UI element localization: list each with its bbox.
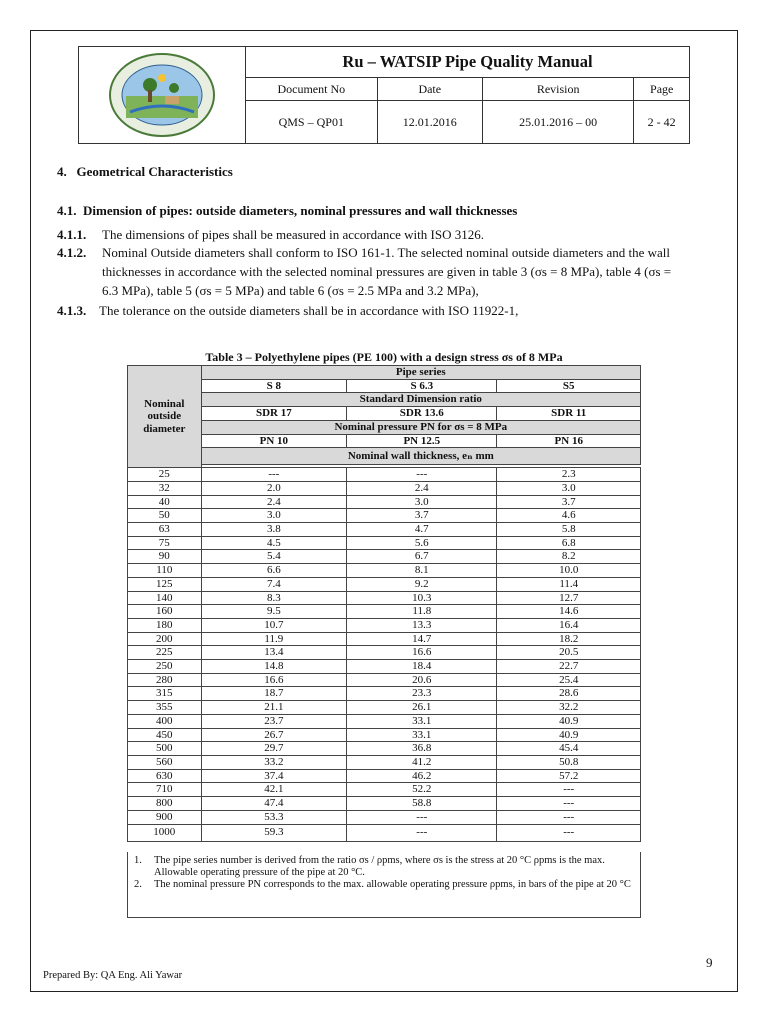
sdr-17: SDR 17 xyxy=(201,407,346,421)
s6-3-wall-cell: 23.3 xyxy=(347,687,497,701)
diameter-cell: 225 xyxy=(128,646,202,660)
table-row xyxy=(128,797,641,811)
s8-wall-cell: 18.7 xyxy=(201,687,346,701)
note-number: 2. xyxy=(134,879,142,890)
s5-wall-cell: 3.7 xyxy=(497,495,641,509)
s5-wall-cell: --- xyxy=(497,824,641,841)
nominal-diameter-header xyxy=(128,366,202,468)
s6-3-wall-cell: 11.8 xyxy=(347,605,497,619)
table-row xyxy=(128,509,641,523)
s8-wall-cell: 3.0 xyxy=(201,509,346,523)
s5-wall-cell: 20.5 xyxy=(497,646,641,660)
diameter-cell: 800 xyxy=(128,797,202,811)
table-row xyxy=(128,673,641,687)
table-row xyxy=(128,824,641,841)
s6-3-wall-cell: 33.1 xyxy=(347,728,497,742)
table-row xyxy=(128,618,641,632)
table-row xyxy=(128,550,641,564)
s6-3-wall-cell: 41.2 xyxy=(347,755,497,769)
s6-3-wall-cell: 6.7 xyxy=(347,550,497,564)
date-label: Date xyxy=(377,78,482,101)
s6-3-wall-cell: 9.2 xyxy=(347,577,497,591)
pipe-dimensions-table xyxy=(127,365,641,842)
section-heading xyxy=(57,162,233,181)
s5-wall-cell: 2.3 xyxy=(497,468,641,482)
s8-wall-cell: 29.7 xyxy=(201,742,346,756)
s6-3-wall-cell: 18.4 xyxy=(347,660,497,674)
paragraph-4-1-2 xyxy=(57,243,717,300)
s5-wall-cell: 3.0 xyxy=(497,481,641,495)
date-value: 12.01.2016 xyxy=(377,101,482,144)
s5-wall-cell: 40.9 xyxy=(497,714,641,728)
s8-wall-cell: 47.4 xyxy=(201,797,346,811)
nominal-diameter-line: diameter xyxy=(143,422,186,435)
s5-wall-cell: 11.4 xyxy=(497,577,641,591)
s6-3-wall-cell: 16.6 xyxy=(347,646,497,660)
s5-wall-cell: 5.8 xyxy=(497,523,641,537)
note-number: 1. xyxy=(134,855,142,866)
s8-wall-cell: 59.3 xyxy=(201,824,346,841)
diameter-cell: 125 xyxy=(128,577,202,591)
s5-wall-cell: 28.6 xyxy=(497,687,641,701)
s8-wall-cell: 5.4 xyxy=(201,550,346,564)
document-header xyxy=(78,46,690,144)
revision-label: Revision xyxy=(482,78,633,101)
note-1 xyxy=(134,855,634,879)
s5-wall-cell: 6.8 xyxy=(497,536,641,550)
paragraph-number: 4.1.1. xyxy=(57,227,87,242)
wall-thickness-header: Nominal wall thickness, eₙ mm xyxy=(201,448,640,465)
s5-wall-cell: 16.4 xyxy=(497,618,641,632)
pn-10: PN 10 xyxy=(201,434,346,448)
pipe-series-header: Pipe series xyxy=(201,366,640,380)
diameter-cell: 560 xyxy=(128,755,202,769)
s6-3-wall-cell: --- xyxy=(347,824,497,841)
subsection-title: Dimension of pipes: outside diameters, nominal pressures and wall thicknesses xyxy=(83,203,518,218)
s6-3-wall-cell: 5.6 xyxy=(347,536,497,550)
table-row xyxy=(128,769,641,783)
sdr-header: Standard Dimension ratio xyxy=(201,393,640,407)
s8-wall-cell: 3.8 xyxy=(201,523,346,537)
nominal-diameter-line: Nominal xyxy=(144,397,185,410)
diameter-cell: 355 xyxy=(128,701,202,715)
pn-16: PN 16 xyxy=(497,434,641,448)
diameter-cell: 75 xyxy=(128,536,202,550)
diameter-cell: 90 xyxy=(128,550,202,564)
paragraph-text: The tolerance on the outside diameters shall be in accordance with ISO 11922-1, xyxy=(99,303,519,318)
s6-3-wall-cell: 8.1 xyxy=(347,564,497,578)
diameter-cell: 630 xyxy=(128,769,202,783)
pn-12-5: PN 12.5 xyxy=(347,434,497,448)
diameter-cell: 250 xyxy=(128,660,202,674)
s6-3-wall-cell: 46.2 xyxy=(347,769,497,783)
s8-wall-cell: 33.2 xyxy=(201,755,346,769)
diameter-cell: 710 xyxy=(128,783,202,797)
s5-wall-cell: 32.2 xyxy=(497,701,641,715)
table-row xyxy=(128,632,641,646)
table-row xyxy=(128,714,641,728)
s6-3-wall-cell: --- xyxy=(347,810,497,824)
s6-3-wall-cell: 3.7 xyxy=(347,509,497,523)
doc-no-value: QMS – QP01 xyxy=(246,101,378,144)
table-row xyxy=(128,468,641,482)
s6-3-wall-cell: 33.1 xyxy=(347,714,497,728)
diameter-cell: 315 xyxy=(128,687,202,701)
section-number: 4. xyxy=(57,164,67,179)
page-value: 2 - 42 xyxy=(634,101,690,144)
series-s6-3: S 6.3 xyxy=(347,379,497,393)
s5-wall-cell: 12.7 xyxy=(497,591,641,605)
subsection-number: 4.1. xyxy=(57,203,77,218)
table-row xyxy=(128,687,641,701)
s6-3-wall-cell: 10.3 xyxy=(347,591,497,605)
diameter-cell: 400 xyxy=(128,714,202,728)
sdr-13-6: SDR 13.6 xyxy=(347,407,497,421)
s5-wall-cell: 14.6 xyxy=(497,605,641,619)
logo-cell xyxy=(79,47,246,144)
s8-wall-cell: 8.3 xyxy=(201,591,346,605)
subsection-heading xyxy=(57,201,517,220)
s6-3-wall-cell: 3.0 xyxy=(347,495,497,509)
diameter-cell: 200 xyxy=(128,632,202,646)
s5-wall-cell: 45.4 xyxy=(497,742,641,756)
s8-wall-cell: 6.6 xyxy=(201,564,346,578)
s5-wall-cell: 25.4 xyxy=(497,673,641,687)
s6-3-wall-cell: 58.8 xyxy=(347,797,497,811)
s8-wall-cell: 21.1 xyxy=(201,701,346,715)
s6-3-wall-cell: 13.3 xyxy=(347,618,497,632)
series-s5: S5 xyxy=(497,379,641,393)
section-title: Geometrical Characteristics xyxy=(76,164,233,179)
diameter-cell: 50 xyxy=(128,509,202,523)
s5-wall-cell: 40.9 xyxy=(497,728,641,742)
table-row xyxy=(128,577,641,591)
table-row xyxy=(128,591,641,605)
s6-3-wall-cell: 26.1 xyxy=(347,701,497,715)
paragraph-text: The dimensions of pipes shall be measured in accordance with ISO 3126. xyxy=(102,227,484,242)
s8-wall-cell: --- xyxy=(201,468,346,482)
s5-wall-cell: --- xyxy=(497,810,641,824)
s8-wall-cell: 2.0 xyxy=(201,481,346,495)
s5-wall-cell: --- xyxy=(497,783,641,797)
s8-wall-cell: 14.8 xyxy=(201,660,346,674)
page-number: 9 xyxy=(706,955,713,970)
manual-title: Ru – WATSIP Pipe Quality Manual xyxy=(246,47,690,78)
s5-wall-cell: 10.0 xyxy=(497,564,641,578)
nominal-diameter-line: outside xyxy=(147,410,182,423)
organization-seal-icon xyxy=(108,52,216,138)
paragraph-text-line1: Nominal Outside diameters shall conform to ISO 161-1. The selected nominal outside diameters and the wall xyxy=(102,245,671,260)
diameter-cell: 450 xyxy=(128,728,202,742)
paragraph-4-1-3 xyxy=(57,301,518,320)
diameter-cell: 25 xyxy=(128,468,202,482)
s5-wall-cell: 18.2 xyxy=(497,632,641,646)
prepared-by: Prepared By: QA Eng. Ali Yawar xyxy=(43,970,183,981)
s8-wall-cell: 23.7 xyxy=(201,714,346,728)
note-text: The nominal pressure PN corresponds to the max. allowable operating pressure ρpms, in bars of the pipe at 20 °C xyxy=(154,879,631,890)
table-row xyxy=(128,810,641,824)
paragraph-number: 4.1.3. xyxy=(57,303,87,318)
s5-wall-cell: 57.2 xyxy=(497,769,641,783)
s8-wall-cell: 53.3 xyxy=(201,810,346,824)
table-row xyxy=(128,481,641,495)
table-row xyxy=(128,536,641,550)
s8-wall-cell: 37.4 xyxy=(201,769,346,783)
page-label: Page xyxy=(634,78,690,101)
s6-3-wall-cell: 2.4 xyxy=(347,481,497,495)
diameter-cell: 63 xyxy=(128,523,202,537)
sdr-11: SDR 11 xyxy=(497,407,641,421)
diameter-cell: 140 xyxy=(128,591,202,605)
paragraph-text-line2: thicknesses in accordance with the selected nominal pressures are given in table 3 (σs = 8 MPa), table 4 (σs = xyxy=(102,264,672,279)
table-notes xyxy=(127,852,641,918)
series-s8: S 8 xyxy=(201,379,346,393)
s6-3-wall-cell: 36.8 xyxy=(347,742,497,756)
diameter-cell: 280 xyxy=(128,673,202,687)
paragraph-4-1-1 xyxy=(57,225,484,244)
s8-wall-cell: 4.5 xyxy=(201,536,346,550)
note-text: The pipe series number is derived from the ratio σs / ρpms, where σs is the stress at 20 °C ρpms is the max. Allowable operating pressure of the pipe at 20 °C. xyxy=(154,855,605,878)
note-2 xyxy=(134,879,634,891)
table-row xyxy=(128,783,641,797)
table-row xyxy=(128,742,641,756)
table-row xyxy=(128,701,641,715)
diameter-cell: 900 xyxy=(128,810,202,824)
s5-wall-cell: 8.2 xyxy=(497,550,641,564)
doc-no-label: Document No xyxy=(246,78,378,101)
s6-3-wall-cell: --- xyxy=(347,468,497,482)
s6-3-wall-cell: 20.6 xyxy=(347,673,497,687)
table-row xyxy=(128,523,641,537)
diameter-cell: 500 xyxy=(128,742,202,756)
s8-wall-cell: 11.9 xyxy=(201,632,346,646)
revision-value: 25.01.2016 – 00 xyxy=(482,101,633,144)
s8-wall-cell: 9.5 xyxy=(201,605,346,619)
s8-wall-cell: 2.4 xyxy=(201,495,346,509)
table-row xyxy=(128,646,641,660)
table-row xyxy=(128,755,641,769)
table-row xyxy=(128,495,641,509)
table-row xyxy=(128,728,641,742)
diameter-cell: 160 xyxy=(128,605,202,619)
s5-wall-cell: 22.7 xyxy=(497,660,641,674)
table-row xyxy=(128,564,641,578)
s5-wall-cell: 50.8 xyxy=(497,755,641,769)
s6-3-wall-cell: 14.7 xyxy=(347,632,497,646)
diameter-cell: 110 xyxy=(128,564,202,578)
paragraph-text-line3: 6.3 MPa), table 5 (σs = 5 MPa) and table 6 (σs = 2.5 MPa and 3.2 MPa), xyxy=(102,283,479,298)
s6-3-wall-cell: 52.2 xyxy=(347,783,497,797)
s8-wall-cell: 26.7 xyxy=(201,728,346,742)
diameter-cell: 1000 xyxy=(128,824,202,841)
s6-3-wall-cell: 4.7 xyxy=(347,523,497,537)
s8-wall-cell: 13.4 xyxy=(201,646,346,660)
diameter-cell: 40 xyxy=(128,495,202,509)
s8-wall-cell: 7.4 xyxy=(201,577,346,591)
paragraph-number: 4.1.2. xyxy=(57,245,87,260)
s8-wall-cell: 16.6 xyxy=(201,673,346,687)
table-row xyxy=(128,660,641,674)
s5-wall-cell: 4.6 xyxy=(497,509,641,523)
diameter-cell: 32 xyxy=(128,481,202,495)
pn-header: Nominal pressure PN for σs = 8 MPa xyxy=(201,420,640,434)
s5-wall-cell: --- xyxy=(497,797,641,811)
s8-wall-cell: 10.7 xyxy=(201,618,346,632)
diameter-cell: 180 xyxy=(128,618,202,632)
s8-wall-cell: 42.1 xyxy=(201,783,346,797)
table-caption: Table 3 – Polyethylene pipes (PE 100) with a design stress σs of 8 MPa xyxy=(205,350,563,364)
table-row xyxy=(128,605,641,619)
